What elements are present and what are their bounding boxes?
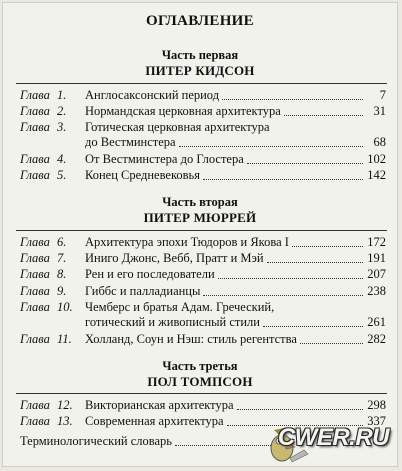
chapter-title: От Вестминстера до Глостера <box>85 152 244 166</box>
dot-leader <box>263 326 363 327</box>
page-number: 298 <box>367 398 386 412</box>
chapter-label: Глава <box>20 414 50 428</box>
chapter-label: Глава <box>20 104 50 118</box>
part-author: ПИТЕР КИДСОН <box>145 63 255 78</box>
page-number: 68 <box>373 135 386 149</box>
part-label: Часть третья <box>162 359 238 373</box>
glossary-title: Терминологический словарь <box>20 434 172 448</box>
chapter-number: 9. <box>57 284 67 298</box>
chapter-title: Архитектура эпохи Тюдоров и Якова I <box>85 235 289 249</box>
page-number: 142 <box>367 168 386 182</box>
page-number: 31 <box>373 104 386 118</box>
watermark-logo <box>262 414 397 466</box>
chapter-title: Современная архитектура <box>85 414 224 428</box>
toc-row[interactable] <box>20 104 386 119</box>
chapter-title: Готическая церковная архитектура <box>85 120 270 134</box>
part-heading-3 <box>3 358 397 390</box>
toc-row[interactable] <box>20 300 386 315</box>
page-number: 238 <box>367 284 386 298</box>
part-author: ПИТЕР МЮРРЕЙ <box>143 210 257 225</box>
chapter-label: Глава <box>20 88 50 102</box>
chapter-label: Глава <box>20 168 50 182</box>
chapter-label: Глава <box>20 332 50 346</box>
toc-title: ОГЛАВЛЕНИЕ <box>146 13 254 29</box>
part-label: Часть вторая <box>162 195 238 209</box>
toc-row[interactable] <box>20 251 386 266</box>
chapter-number: 2. <box>57 104 67 118</box>
chapter-number: 12. <box>57 398 73 412</box>
chapter-title: Конец Средневековья <box>85 168 201 182</box>
toc-row-continuation[interactable] <box>85 315 386 330</box>
chapter-title: Рен и его последователи <box>85 267 215 281</box>
part-author: ПОЛ ТОМПСОН <box>147 374 253 389</box>
dot-leader <box>179 146 363 147</box>
part-heading-2 <box>3 194 397 226</box>
toc-page <box>2 2 398 467</box>
chapter-title: Нормандская церковная архитектура <box>85 104 281 118</box>
chapter-number: 5. <box>57 168 67 182</box>
toc-row[interactable] <box>20 88 386 103</box>
toc-row[interactable] <box>20 267 386 282</box>
dot-leader <box>237 409 363 410</box>
chapter-title: Викторианская архитектура <box>85 398 234 412</box>
chapter-title-continuation: готический и живописный стили <box>85 315 260 329</box>
page-number: 102 <box>367 152 386 166</box>
page-number: 191 <box>367 251 386 265</box>
chapter-number: 11. <box>57 332 72 346</box>
page-number: 261 <box>367 315 386 329</box>
toc-row[interactable] <box>20 284 386 299</box>
watermark-text: CWER.RU <box>277 424 389 451</box>
page-number: 282 <box>367 332 386 346</box>
chapter-label: Глава <box>20 152 50 166</box>
part-label: Часть первая <box>161 48 239 62</box>
chapter-title: Гиббс и палладианцы <box>85 284 201 298</box>
dot-leader <box>300 343 363 344</box>
dot-leader <box>203 295 363 296</box>
chapter-number: 8. <box>57 267 67 281</box>
chapter-label: Глава <box>20 300 50 314</box>
dot-leader <box>267 262 363 263</box>
toc-row[interactable] <box>20 332 386 347</box>
dot-leader <box>203 179 363 180</box>
chapter-number: 1. <box>57 88 67 102</box>
chapter-label: Глава <box>20 398 50 412</box>
chapter-number: 10. <box>57 300 73 314</box>
chapter-number: 3. <box>57 120 67 134</box>
dot-leader <box>218 278 363 279</box>
chapter-number: 4. <box>57 152 67 166</box>
toc-row[interactable] <box>20 235 386 250</box>
chapter-label: Глава <box>20 267 50 281</box>
divider <box>16 83 387 84</box>
page-number: 7 <box>379 88 386 102</box>
toc-row[interactable] <box>20 398 386 413</box>
page-number: 207 <box>367 267 386 281</box>
glossary-row[interactable] <box>20 434 290 449</box>
divider <box>16 230 387 231</box>
dot-leader <box>292 246 363 247</box>
chapter-title: Чемберс и братья Адам. Греческий, <box>85 300 275 314</box>
chapter-number: 13. <box>57 414 73 428</box>
chapter-label: Глава <box>20 251 50 265</box>
chapter-title: Иниго Джонс, Вебб, Пратт и Мэй <box>85 251 264 265</box>
page-number: 337 <box>367 414 386 428</box>
dot-leader <box>284 115 363 116</box>
chapter-title: Англосаксонский период <box>85 88 220 102</box>
toc-row[interactable] <box>20 152 386 167</box>
chapter-number: 6. <box>57 235 67 249</box>
chapter-number: 7. <box>57 251 67 265</box>
toc-row[interactable] <box>20 168 386 183</box>
dot-leader <box>222 99 363 100</box>
chapter-label: Глава <box>20 235 50 249</box>
page-number: 172 <box>367 235 386 249</box>
dot-leader <box>247 163 363 164</box>
toc-row[interactable] <box>20 120 386 135</box>
chapter-title-continuation: до Вестминстера <box>85 135 176 149</box>
chapter-label: Глава <box>20 120 50 134</box>
toc-row-continuation[interactable] <box>85 135 386 150</box>
chapter-title: Холланд, Соун и Нэш: стиль регентства <box>85 332 297 346</box>
part-heading-1 <box>3 47 397 79</box>
chapter-label: Глава <box>20 284 50 298</box>
divider <box>16 393 387 394</box>
